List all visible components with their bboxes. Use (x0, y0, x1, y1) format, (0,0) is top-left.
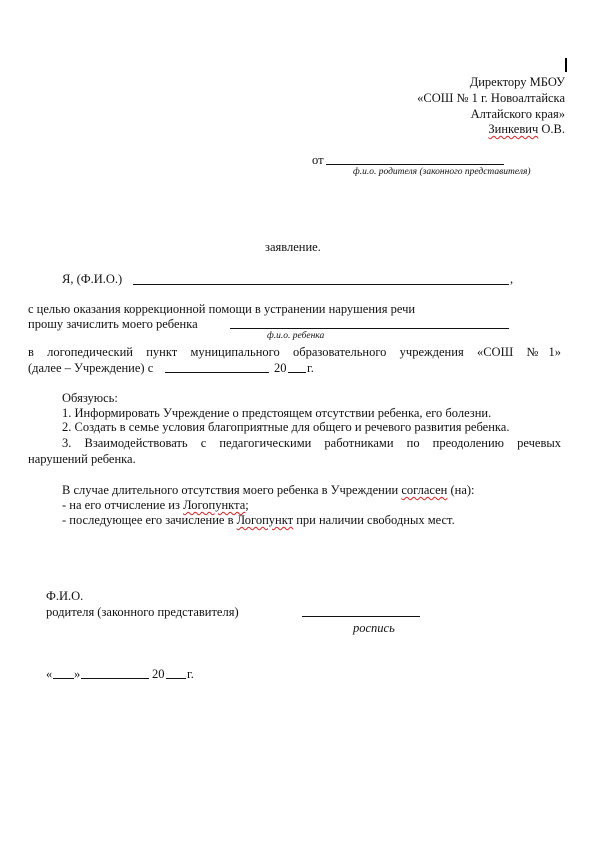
absence-line-1 (62, 484, 475, 497)
signature-caption: роспись (353, 621, 395, 635)
document-title: заявление. (265, 240, 321, 254)
applicant-comma: , (510, 272, 514, 286)
absence-line-2 (62, 499, 249, 512)
obligation-1: 1. Информировать Учреждение о предстоящем отсутствии ребенка, его болезни. (62, 406, 492, 420)
date-day-blank (53, 678, 74, 679)
obligation-3-line-2: нарушений ребенка. (28, 452, 136, 466)
date-year-prefix: 20 (152, 667, 165, 681)
institution-prefix: (далее – Учреждение) с (28, 361, 154, 375)
signature-parent: родителя (законного представителя) (46, 605, 239, 619)
absence-line-1-suffix: (на): (447, 483, 475, 497)
child-caption: ф.и.о. ребенка (267, 331, 325, 341)
applicant-name-blank (133, 284, 509, 285)
obligations-heading: Обязуюсь: (62, 391, 118, 405)
absence-line-1-word: согласен (401, 483, 448, 497)
director-initials: О.В. (538, 122, 565, 136)
from-caption: ф.и.о. родителя (законного представителя) (353, 167, 531, 177)
absence-line-1-prefix: В случае длительного отсутствия моего ребенка в Учреждении (62, 483, 402, 497)
enroll-line: прошу зачислить моего ребенка (28, 317, 198, 331)
child-name-blank (230, 328, 509, 329)
absence-line-2-prefix: - на его отчисление из (62, 498, 184, 512)
date-close-quote: » (74, 667, 81, 681)
point-line: в логопедический пункт муниципального образовательного учреждения «СОШ №1» (28, 345, 561, 359)
obligation-3-line-1: 3. Взаимодействовать с педагогическими работниками по преодолению речевых (62, 436, 561, 450)
absence-line-3 (62, 514, 455, 527)
from-prefix: от (312, 153, 324, 167)
header-line-2: «СОШ № 1 г. Новоалтайска (417, 91, 565, 105)
absence-line-2-word: Логопункта (183, 498, 246, 512)
header-line-4 (488, 123, 565, 136)
from-name-blank (326, 164, 504, 165)
date-month-blank (81, 678, 149, 679)
absence-line-3-word: Логопункт (236, 513, 294, 527)
absence-line-3-prefix: - последующее его зачисление в (62, 513, 237, 527)
start-date-blank (165, 372, 269, 373)
date-year-blank (166, 678, 186, 679)
absence-line-3-suffix: при наличии свободных мест. (293, 513, 455, 527)
purpose-line: с целью оказания коррекционной помощи в устранении нарушения речи (28, 302, 416, 316)
obligation-2: 2. Создать в семье условия благоприятные для общего и речевого развития ребенка. (62, 420, 510, 434)
start-year-blank (288, 372, 306, 373)
director-surname: Зинкевич (488, 122, 539, 136)
start-year-suffix: г. (307, 361, 314, 375)
start-year-prefix: 20 (274, 361, 287, 375)
header-line-3: Алтайского края» (470, 107, 565, 121)
header-line-1: Директору МБОУ (469, 75, 565, 89)
date-year-suffix: г. (187, 667, 194, 681)
text-cursor (565, 58, 567, 72)
signature-blank (302, 616, 420, 617)
date-open-quote: « (46, 667, 53, 681)
signature-fio: Ф.И.О. (46, 589, 84, 603)
absence-line-2-suffix: ; (245, 498, 249, 512)
applicant-label: Я, (Ф.И.О.) (62, 272, 123, 286)
